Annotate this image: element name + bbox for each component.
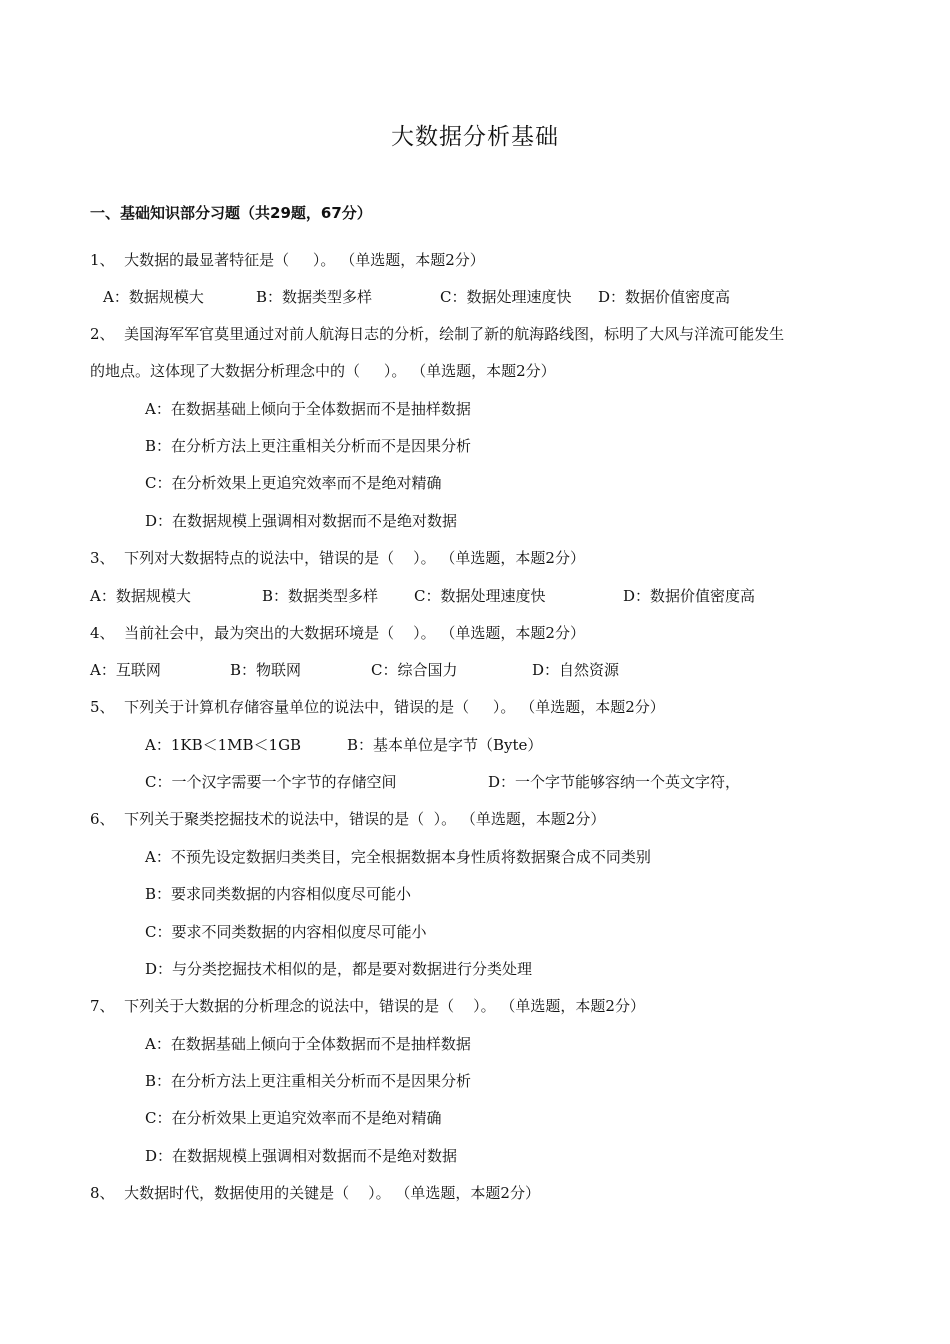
document-title: 大数据分析基础 [391,124,559,150]
question-8: 8、 大数据时代，数据使用的关键是（ ）。 （单选题，本题2分） [90,1184,540,1202]
question-5: 5、 下列关于计算机存储容量单位的说法中，错误的是（ ）。 （单选题，本题2分） [90,698,665,716]
q2-option-d: D：在数据规模上强调相对数据而不是绝对数据 [145,512,458,530]
q7-option-d: D：在数据规模上强调相对数据而不是绝对数据 [145,1147,458,1165]
q3-option-d: D：数据价值密度高 [623,587,756,605]
q4-option-c: C：综合国力 [371,661,458,679]
question-3: 3、 下列对大数据特点的说法中，错误的是（ ）。 （单选题，本题2分） [90,549,585,567]
q5-option-d: D：一个字节能够容纳一个英文字符， [488,773,741,791]
q6-option-c: C：要求不同类数据的内容相似度尽可能小 [145,923,427,941]
question-2-line-1: 2、 美国海军军官莫里通过对前人航海日志的分析，绘制了新的航海路线图，标明了大风与洋流可能发生 [90,325,785,343]
q2-option-c: C：在分析效果上更追究效率而不是绝对精确 [145,474,442,492]
q7-option-b: B：在分析方法上更注重相关分析而不是因果分析 [145,1072,472,1090]
q7-option-c: C：在分析效果上更追究效率而不是绝对精确 [145,1109,442,1127]
q5-option-b: B：基本单位是字节（Byte） [347,736,543,754]
q2-option-b: B：在分析方法上更注重相关分析而不是因果分析 [145,437,472,455]
q1-option-c: C：数据处理速度快 [440,288,572,306]
q3-option-b: B：数据类型多样 [262,587,379,605]
q2-option-a: A：在数据基础上倾向于全体数据而不是抽样数据 [145,400,471,418]
question-6: 6、 下列关于聚类挖掘技术的说法中，错误的是（ ）。 （单选题，本题2分） [90,810,606,828]
q4-option-b: B：物联网 [230,661,302,679]
question-2-line-2: 的地点。这体现了大数据分析理念中的（ ）。 （单选题，本题2分） [90,362,556,380]
q3-option-a: A：数据规模大 [90,587,191,605]
q4-option-d: D：自然资源 [532,661,620,679]
q4-option-a: A：互联网 [90,661,161,679]
q6-option-b: B：要求同类数据的内容相似度尽可能小 [145,885,412,903]
q1-option-d: D：数据价值密度高 [598,288,731,306]
q1-option-b: B：数据类型多样 [256,288,373,306]
question-4: 4、 当前社会中，最为突出的大数据环境是（ ）。 （单选题，本题2分） [90,624,585,642]
question-1: 1、 大数据的最显著特征是（ ）。 （单选题，本题2分） [90,251,485,269]
q6-option-a: A：不预先设定数据归类类目，完全根据数据本身性质将数据聚合成不同类别 [145,848,651,866]
q6-option-d: D：与分类挖掘技术相似的是，都是要对数据进行分类处理 [145,960,533,978]
q3-option-c: C：数据处理速度快 [414,587,546,605]
q1-option-a: A：数据规模大 [103,288,204,306]
section-heading: 一、基础知识部分习题（共29题，67分） [90,204,372,222]
q5-option-c: C：一个汉字需要一个字节的存储空间 [145,773,397,791]
q7-option-a: A：在数据基础上倾向于全体数据而不是抽样数据 [145,1035,471,1053]
q5-option-a: A：1KB＜1MB＜1GB [145,736,302,754]
question-7: 7、 下列关于大数据的分析理念的说法中，错误的是（ ）。 （单选题，本题2分） [90,997,645,1015]
